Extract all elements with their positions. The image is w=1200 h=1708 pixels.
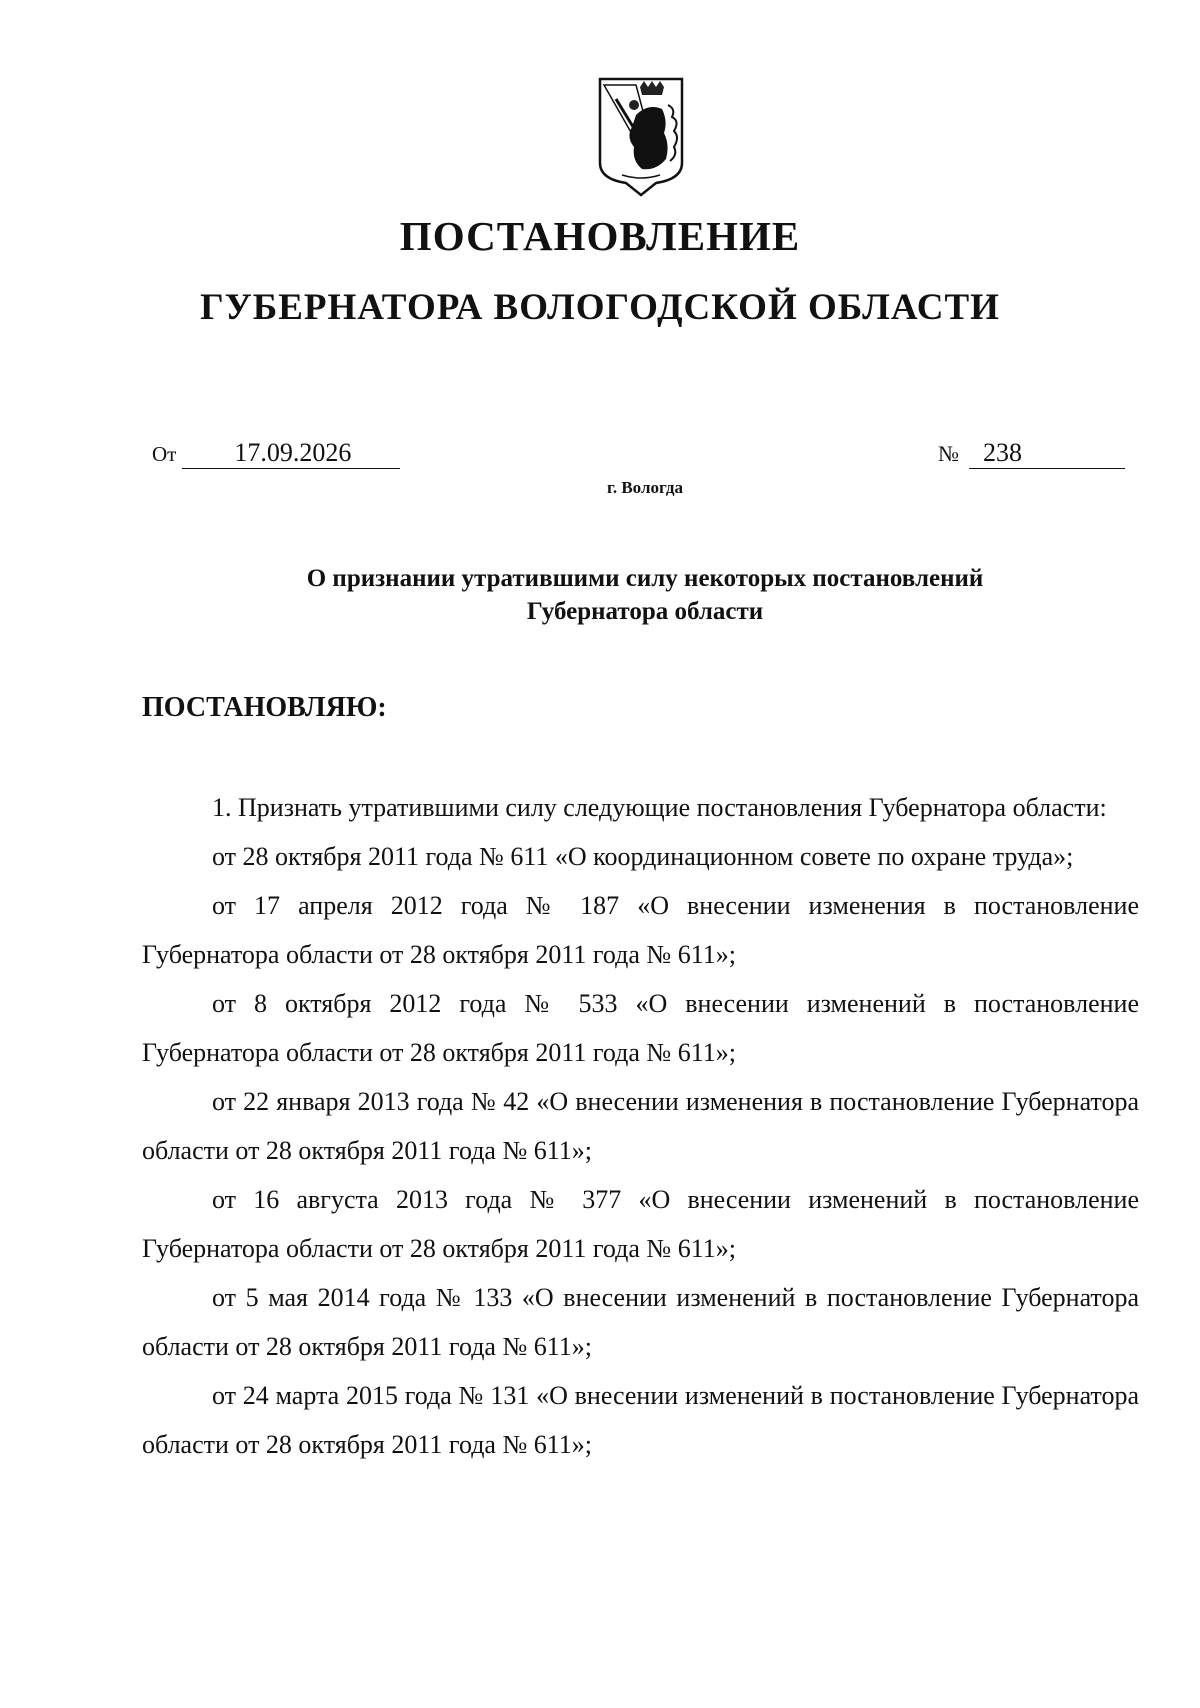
- document-title: ПОСТАНОВЛЕНИЕ: [399, 213, 801, 259]
- document-body: [142, 783, 1139, 1469]
- body-paragraph: от 17 апреля 2012 года № 187 «О внесении изменения в постановление Губернатора области от 28 октября 2011 года № 611»;: [142, 891, 1139, 969]
- document-date: [152, 438, 400, 469]
- coat-of-arms-icon: [596, 75, 686, 197]
- date-value: 17.09.2026: [182, 438, 400, 469]
- body-paragraph: 1. Признать утратившими силу следующие постановления Губернатора области:: [212, 793, 1107, 822]
- issuer-title: ГУБЕРНАТОРА ВОЛОГОДСКОЙ ОБЛАСТИ: [200, 287, 1000, 328]
- subject-line: О признании утратившими силу некоторых постановлений: [306, 565, 984, 592]
- date-prefix: От: [152, 442, 177, 466]
- body-paragraph: от 22 января 2013 года № 42 «О внесении изменения в постановление Губернатора области от 28 октября 2011 года № 611»;: [142, 1087, 1139, 1165]
- resolve-heading: ПОСТАНОВЛЯЮ:: [142, 692, 387, 723]
- subject-line: Губернатора области: [526, 598, 764, 625]
- number-prefix: №: [938, 441, 959, 466]
- number-value: 238: [969, 438, 1125, 469]
- city-label: г. Вологда: [607, 478, 683, 497]
- body-paragraph: от 28 октября 2011 года № 611 «О координационном совете по охране труда»;: [212, 842, 1074, 871]
- body-paragraph: от 16 августа 2013 года № 377 «О внесении изменений в постановление Губернатора области от 28 октября 2011 года № 611»;: [142, 1185, 1139, 1263]
- body-paragraph: от 5 мая 2014 года № 133 «О внесении изменений в постановление Губернатора области от 28 октября 2011 года № 611»;: [142, 1283, 1139, 1361]
- body-paragraph: от 24 марта 2015 года № 131 «О внесении изменений в постановление Губернатора области от 28 октября 2011 года № 611»;: [142, 1381, 1139, 1459]
- document-subject: [0, 562, 1200, 628]
- body-paragraph: от 8 октября 2012 года № 533 «О внесении изменений в постановление Губернатора области от 28 октября 2011 года № 611»;: [142, 989, 1139, 1067]
- document-number: [938, 438, 1125, 469]
